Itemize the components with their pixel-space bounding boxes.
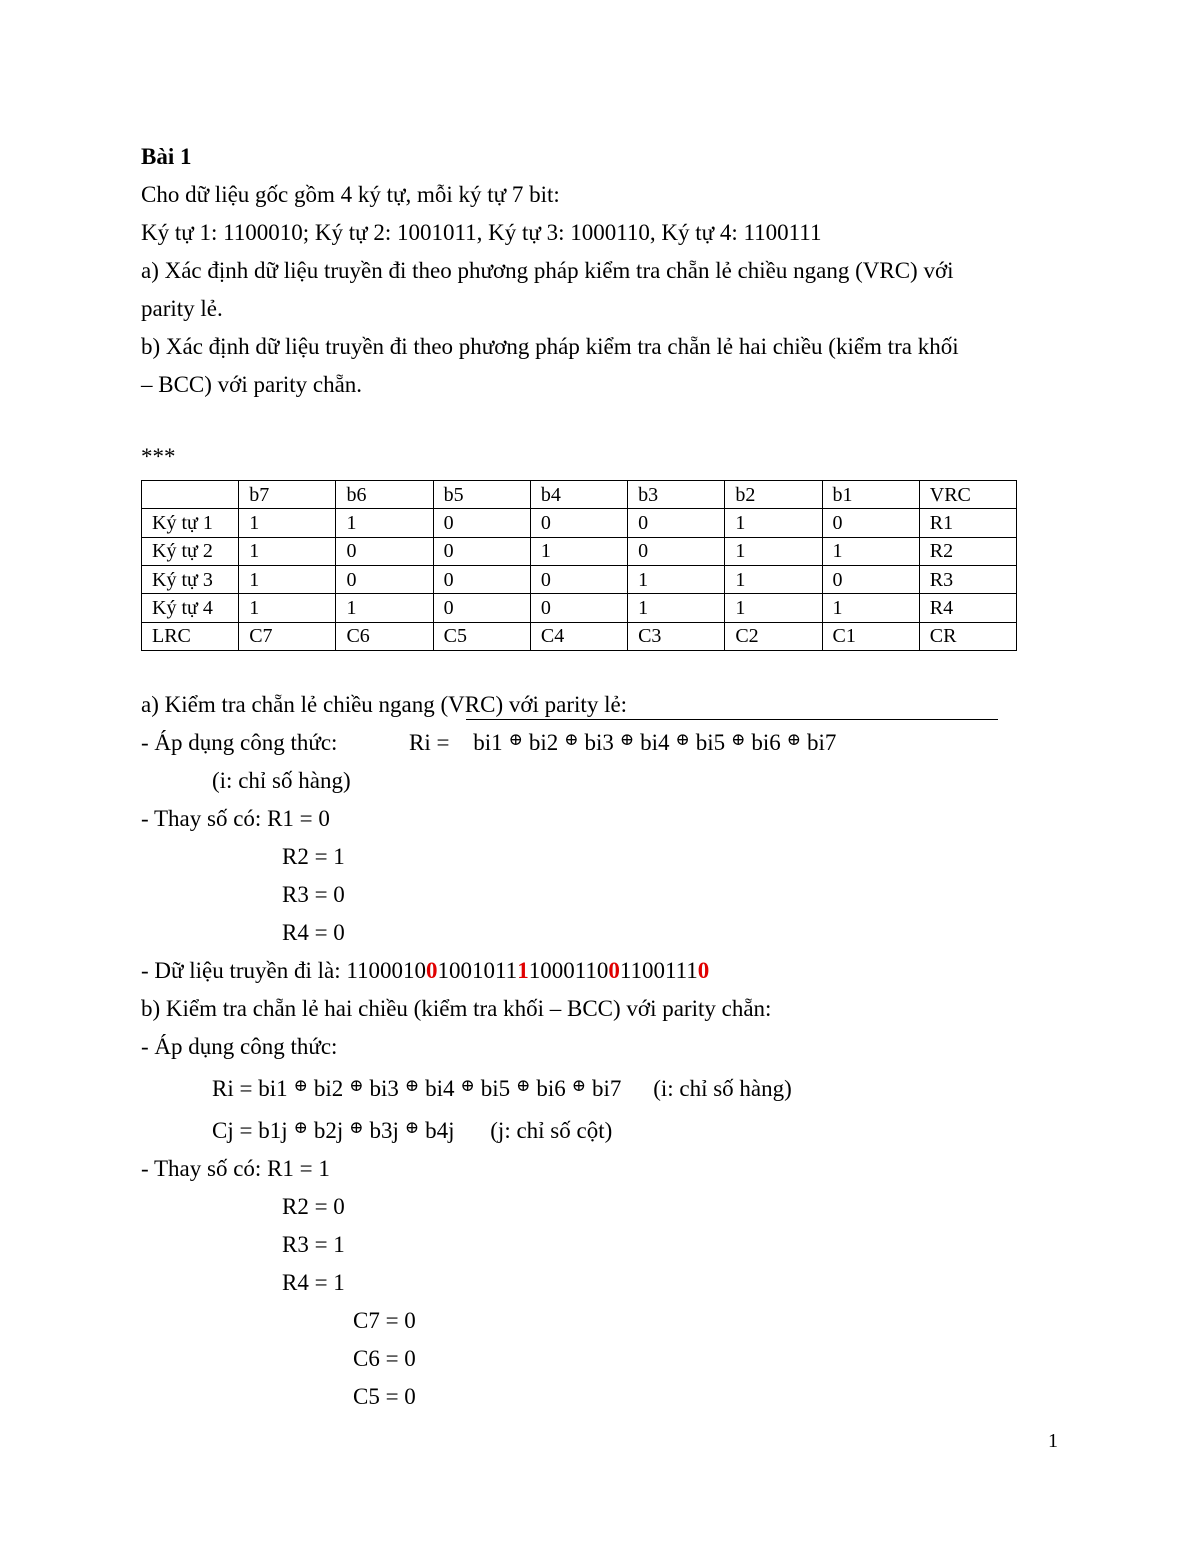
formula-term: bi6 <box>536 1076 566 1101</box>
part-a-subst <box>141 805 330 833</box>
characters-line: Ký tự 1: 1100010; Ký tự 2: 1001011, Ký tự 3: 1000110, Ký tự 4: 1100111 <box>141 220 822 245</box>
formula-term: bi5 <box>480 1076 511 1101</box>
row-formula <box>212 1075 792 1105</box>
col-formula <box>212 1117 612 1147</box>
transmitted-data-line <box>141 957 709 985</box>
table-cell: 0 <box>336 565 433 593</box>
b-result-r1: R1 = 1 <box>267 1156 330 1181</box>
result-r2: R2 = 1 <box>282 844 345 869</box>
part-a-heading: a) Kiểm tra chẵn lẻ chiều ngang (VRC) với parity lẻ: <box>141 692 628 717</box>
table-cell: 0 <box>433 537 530 565</box>
table-cell: 0 <box>530 594 627 622</box>
formula-term: bi6 <box>751 730 781 755</box>
part-b-formula-label: - Áp dụng công thức: <box>141 1034 338 1059</box>
table-cell: b7 <box>239 481 336 509</box>
data-bits-segment: 1000110 <box>528 958 609 983</box>
table-cell: b2 <box>725 481 822 509</box>
table-cell: 1 <box>239 594 336 622</box>
parity-bit: 0 <box>608 958 620 983</box>
xor-symbol: ⊕ <box>404 1118 420 1137</box>
formula-term: b2j <box>313 1118 344 1143</box>
table-cell: 1 <box>239 565 336 593</box>
formula-term: bi7 <box>807 730 837 755</box>
xor-symbol: ⊕ <box>516 1076 531 1095</box>
table-row <box>142 537 1017 565</box>
formula-term: b3j <box>369 1118 399 1143</box>
transmitted-bits <box>346 958 709 983</box>
table-cell: R1 <box>919 509 1016 537</box>
table-cell: C6 <box>336 622 433 650</box>
table-cell: b6 <box>336 481 433 509</box>
table-row <box>142 622 1017 650</box>
table-cell: C4 <box>530 622 627 650</box>
table-cell: 1 <box>725 594 822 622</box>
part-a-formula <box>409 729 836 759</box>
table-row <box>142 565 1017 593</box>
formula-term: bi4 <box>425 1076 455 1101</box>
table-cell: 1 <box>530 537 627 565</box>
table-cell: 1 <box>822 594 919 622</box>
question-b-line-1: b) Xác định dữ liệu truyền đi theo phương pháp kiểm tra chẵn lẻ hai chiều (kiểm tra khối <box>141 334 959 359</box>
formula-term: bi7 <box>592 1076 622 1101</box>
b-result-r2: R2 = 0 <box>282 1194 345 1219</box>
table-cell: 0 <box>433 565 530 593</box>
table-cell: LRC <box>142 622 239 650</box>
data-bits-segment: 1100111 <box>619 958 698 983</box>
parity-bit: 0 <box>426 958 438 983</box>
xor-symbol: ⊕ <box>571 1076 587 1095</box>
question-a-line-2: parity lẻ. <box>141 296 223 321</box>
part-b-subst <box>141 1155 330 1183</box>
table-cell <box>142 481 239 509</box>
xor-symbol: ⊕ <box>460 1076 475 1095</box>
table-cell: 1 <box>822 537 919 565</box>
parity-table <box>141 480 1017 651</box>
table-cell: R4 <box>919 594 1016 622</box>
table-cell: C5 <box>433 622 530 650</box>
parity-bit: 0 <box>697 958 710 983</box>
result-r3: R3 = 0 <box>282 882 345 907</box>
table-cell: CR <box>919 622 1016 650</box>
b-result-r3: R3 = 1 <box>282 1232 345 1257</box>
xor-symbol: ⊕ <box>731 730 746 749</box>
table-cell: C7 <box>239 622 336 650</box>
title: Bài 1 <box>141 144 192 169</box>
xor-symbol: ⊕ <box>508 730 523 749</box>
formula-overline <box>466 719 998 720</box>
table-cell: 0 <box>628 537 725 565</box>
table-cell: 1 <box>725 565 822 593</box>
question-a-line-1: a) Xác định dữ liệu truyền đi theo phương pháp kiểm tra chẵn lẻ chiều ngang (VRC) với <box>141 258 954 283</box>
b-result-c7: C7 = 0 <box>353 1308 416 1333</box>
col-formula-lhs: Cj = b1j <box>212 1118 288 1143</box>
table-header-row <box>142 481 1017 509</box>
table-cell: b4 <box>530 481 627 509</box>
table-cell: R3 <box>919 565 1016 593</box>
table-cell: 0 <box>628 509 725 537</box>
part-b-heading: b) Kiểm tra chẵn lẻ hai chiều (kiểm tra khối – BCC) với parity chẵn: <box>141 996 772 1021</box>
xor-symbol: ⊕ <box>293 1076 308 1095</box>
table-cell: Ký tự 3 <box>142 565 239 593</box>
table-cell: 0 <box>433 594 530 622</box>
part-a-formula-label: - Áp dụng công thức: <box>141 730 338 755</box>
table-cell: Ký tự 4 <box>142 594 239 622</box>
result-r4: R4 = 0 <box>282 920 345 945</box>
table-cell: 1 <box>628 565 725 593</box>
xor-symbol: ⊕ <box>293 1118 308 1137</box>
col-note: (j: chỉ số cột) <box>490 1118 613 1143</box>
table-cell: b5 <box>433 481 530 509</box>
data-bits-segment: 1100010 <box>346 958 427 983</box>
data-bits-segment: 1001011 <box>437 958 518 983</box>
separator: *** <box>141 444 176 469</box>
formula-term: bi2 <box>528 730 559 755</box>
table-cell: Ký tự 2 <box>142 537 239 565</box>
b-result-r4: R4 = 1 <box>282 1270 345 1295</box>
xor-symbol: ⊕ <box>564 730 579 749</box>
xor-symbol: ⊕ <box>786 730 802 749</box>
table-cell: 1 <box>239 537 336 565</box>
formula-term: bi3 <box>369 1076 399 1101</box>
table-cell: 1 <box>336 509 433 537</box>
xor-symbol: ⊕ <box>404 1076 420 1095</box>
table-cell: 1 <box>628 594 725 622</box>
table-cell: 0 <box>433 509 530 537</box>
table-row <box>142 594 1017 622</box>
table-cell: 1 <box>336 594 433 622</box>
table-cell: R2 <box>919 537 1016 565</box>
intro-line: Cho dữ liệu gốc gồm 4 ký tự, mỗi ký tự 7 bit: <box>141 182 560 207</box>
parity-bit: 1 <box>517 958 529 983</box>
table-cell: 1 <box>239 509 336 537</box>
formula-term: bi1 <box>473 730 503 755</box>
table-cell: Ký tự 1 <box>142 509 239 537</box>
formula-lhs: Ri = <box>409 730 450 755</box>
formula-term: bi2 <box>313 1076 344 1101</box>
formula-term: b4j <box>425 1118 455 1143</box>
question-b-line-2: – BCC) với parity chẵn. <box>141 372 363 397</box>
xor-symbol: ⊕ <box>349 1076 364 1095</box>
table-cell: b1 <box>822 481 919 509</box>
table-cell: VRC <box>919 481 1016 509</box>
table-row <box>142 509 1017 537</box>
table-cell: 1 <box>725 537 822 565</box>
xor-symbol: ⊕ <box>619 730 635 749</box>
formula-term: bi5 <box>695 730 726 755</box>
formula-term: bi3 <box>584 730 614 755</box>
subst-label: - Thay số có: <box>141 1156 268 1181</box>
subst-label: - Thay số có: <box>141 806 268 831</box>
xor-symbol: ⊕ <box>675 730 690 749</box>
part-a-index-note: (i: chỉ số hàng) <box>212 768 351 793</box>
table-cell: 1 <box>725 509 822 537</box>
b-result-c6: C6 = 0 <box>353 1346 416 1371</box>
table-cell: C2 <box>725 622 822 650</box>
row-formula-lhs: Ri = bi1 <box>212 1076 288 1101</box>
page-number: 1 <box>1048 1430 1058 1452</box>
formula-term: bi4 <box>640 730 670 755</box>
table-cell: 0 <box>530 509 627 537</box>
table-cell: b3 <box>628 481 725 509</box>
table-cell: 0 <box>822 565 919 593</box>
xor-symbol: ⊕ <box>349 1118 364 1137</box>
data-label: - Dữ liệu truyền đi là: <box>141 958 347 983</box>
table-cell: C3 <box>628 622 725 650</box>
result-r1: R1 = 0 <box>267 806 330 831</box>
table-cell: 0 <box>336 537 433 565</box>
row-note: (i: chỉ số hàng) <box>653 1076 792 1101</box>
b-result-c5: C5 = 0 <box>353 1384 416 1409</box>
table-cell: C1 <box>822 622 919 650</box>
table-cell: 0 <box>822 509 919 537</box>
table-cell: 0 <box>530 565 627 593</box>
